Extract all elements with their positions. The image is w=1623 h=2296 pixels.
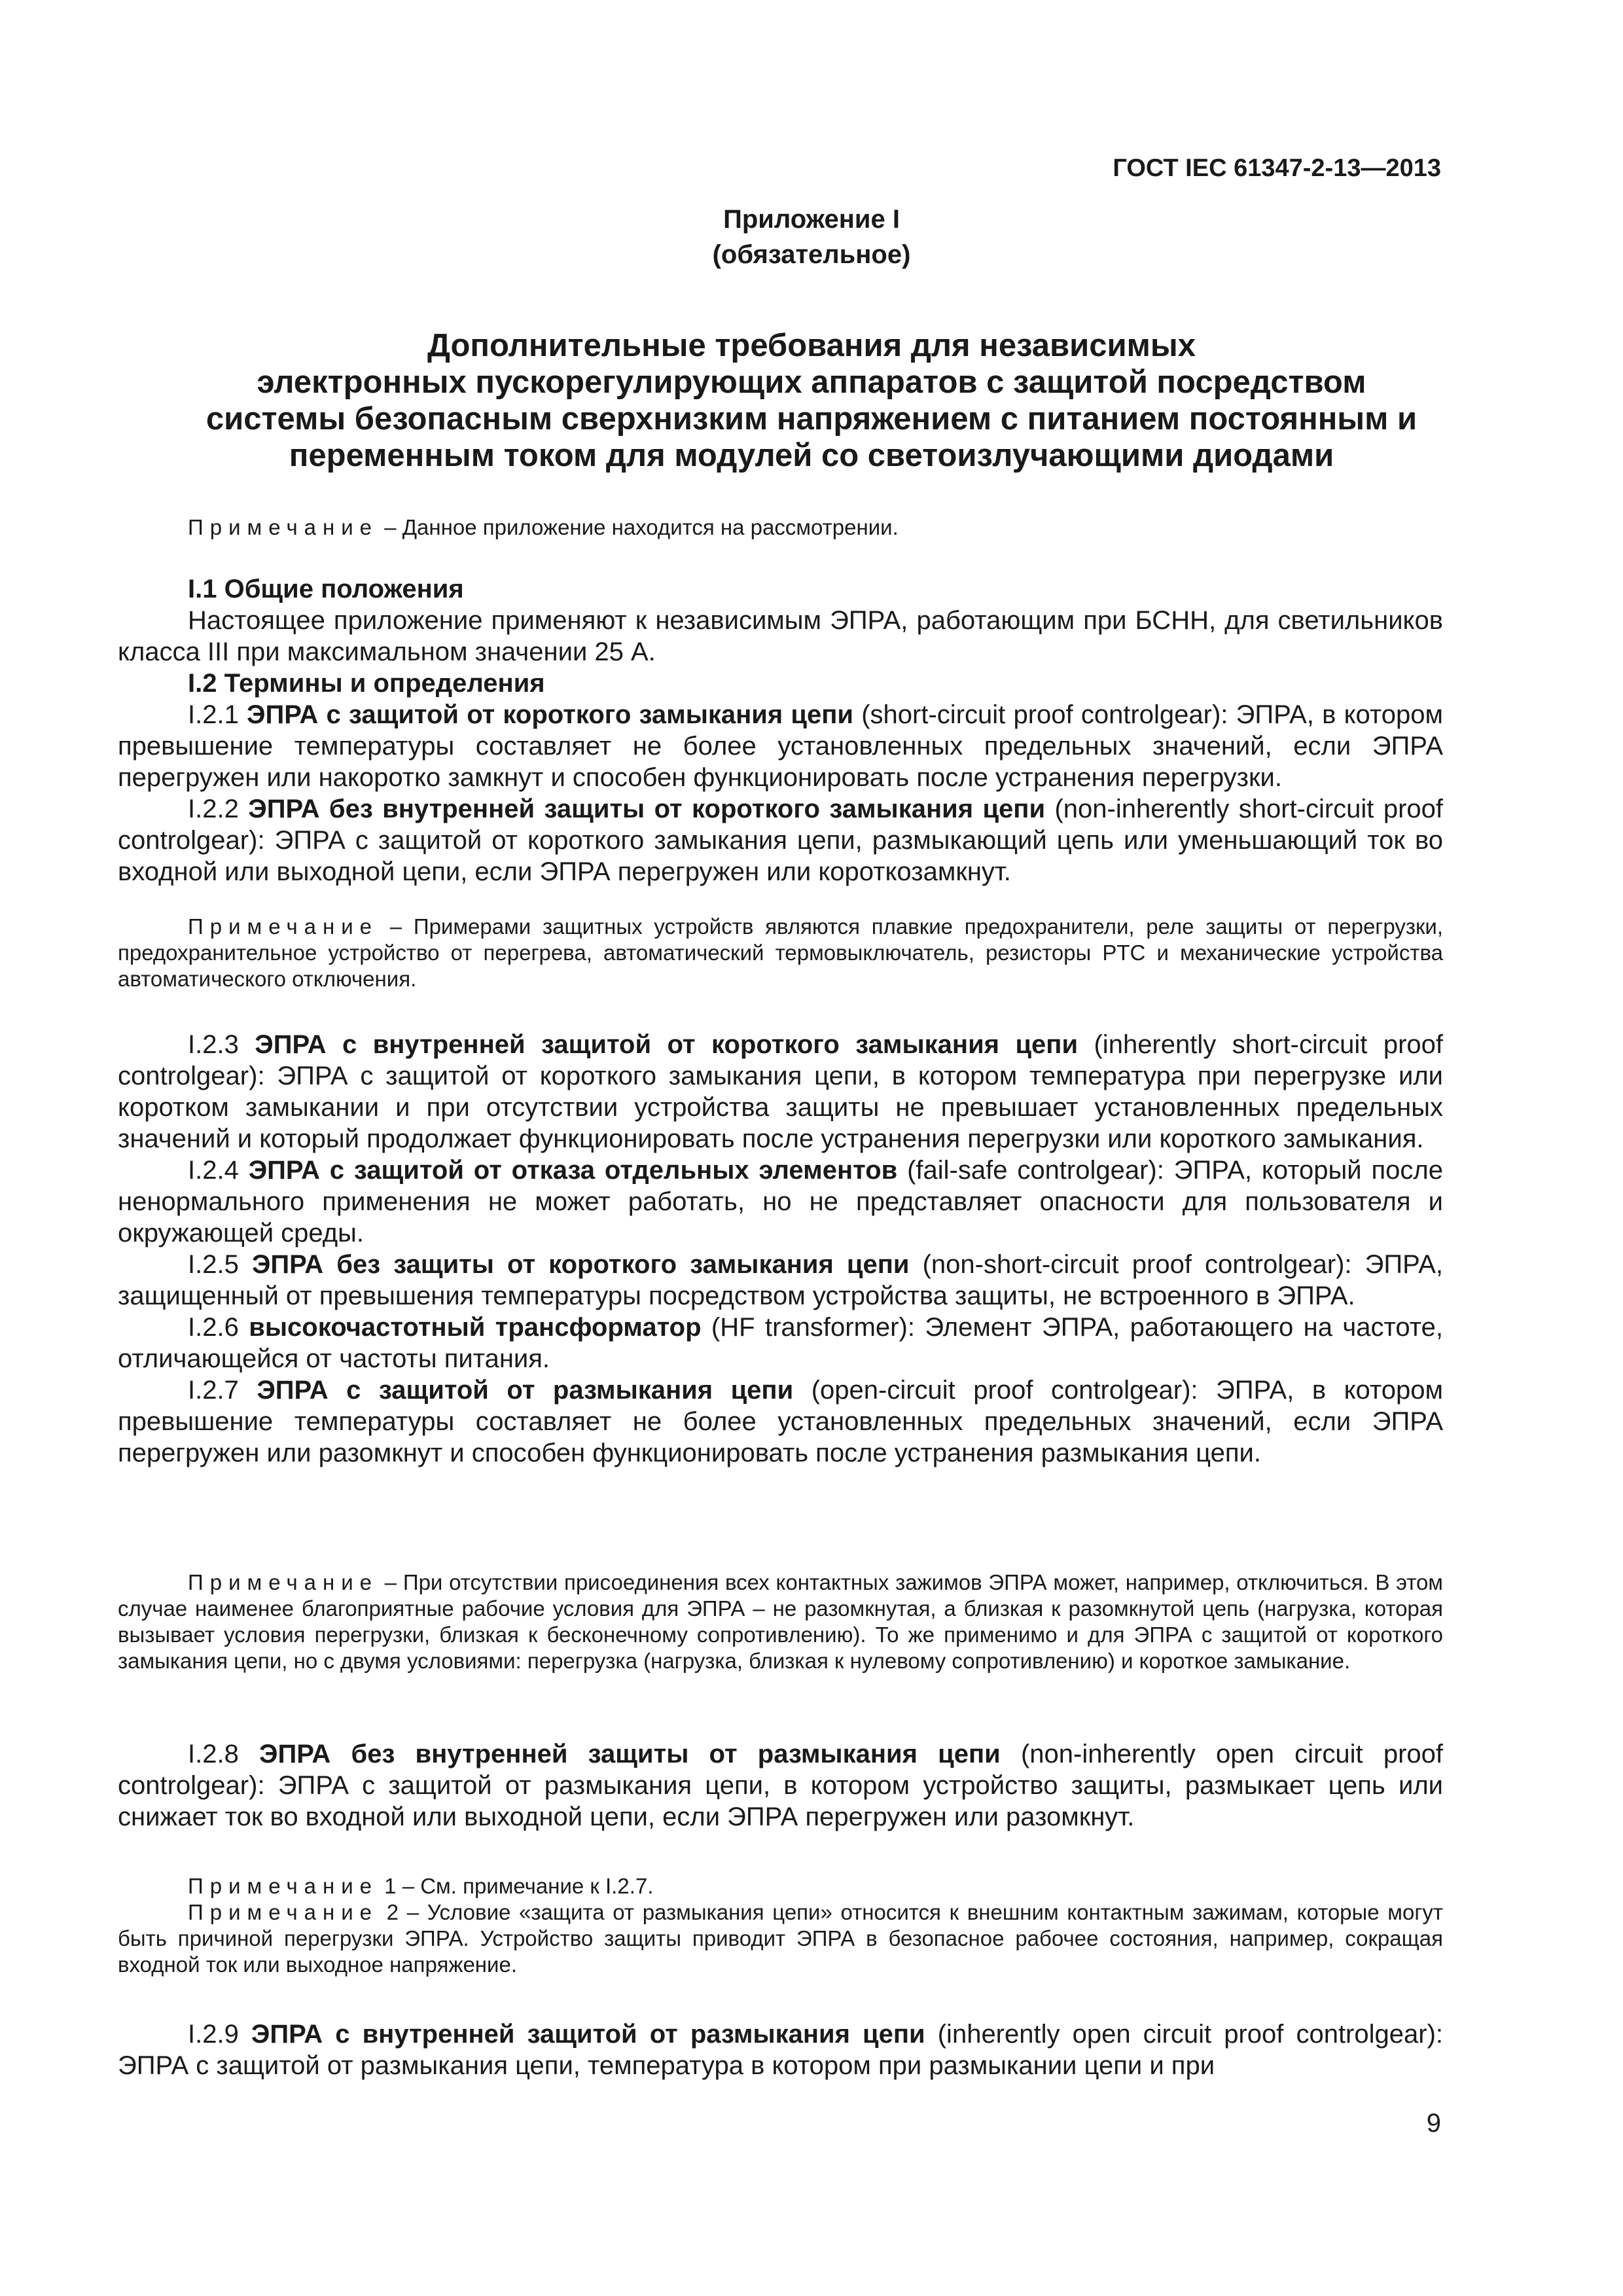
general-paragraph: Настоящее приложение применяют к независимым ЭПРА, работающим при БСНН, для светильников класса III при максимальном значении 25 А. — [118, 606, 1443, 666]
term-name: ЭПРА с защитой от отказа отдельных элементов — [248, 1156, 898, 1185]
annex-title-line: Дополнительные требования для независимых — [427, 328, 1196, 363]
term-name: ЭПРА без внутренней защиты от короткого замыкания цепи — [248, 795, 1046, 823]
annex-title-line: электронных пускорегулирующих аппаратов с защитой посредством — [257, 365, 1366, 400]
section-body-2 — [118, 1029, 1443, 1469]
term-name: ЭПРА с внутренней защитой от короткого замыкания цепи — [255, 1030, 1079, 1059]
note-label: Примечание — [188, 1570, 379, 1594]
annex-status: (обязательное) — [712, 240, 911, 269]
section-heading-general: I.1 Общие положения — [188, 575, 464, 603]
note-body: 1 – См. примечание к I.2.7. — [378, 1874, 654, 1898]
term-i-2-7: I.2.7 ЭПРА с защитой от размыкания цепи (open-circuit proof controlgear): ЭПРА, в котором превышение температуры составляет не более установленных предельных значений, если ЭПРА перегружен или разомкнут и способен функционировать после устранения размыкания цепи. — [118, 1376, 1444, 1467]
note-2 — [118, 1899, 1443, 1978]
term-name: ЭПРА с внутренней защитой от размыкания цепи — [251, 2020, 925, 2049]
term-i-2-2: I.2.2 ЭПРА без внутренней защиты от короткого замыкания цепи (non-inherently short-circuit proof controlgear): ЭПРА с защитой от короткого замыкания цепи, размыкающий цепь или уменьшающий ток во входной или выходной цепи, если ЭПРА перегружен или короткозамкнут. — [118, 795, 1443, 886]
note-open-circuit — [118, 1570, 1443, 1674]
note-label: Примечание — [188, 1900, 379, 1924]
annex-title — [131, 327, 1492, 474]
term-i-2-6: I.2.6 высокочастотный трансформатор (HF transformer): Элемент ЭПРА, работающего на частоте, отличающейся от частоты питания. — [118, 1313, 1443, 1373]
page-number: 9 — [1426, 2109, 1441, 2138]
term-i-2-8: I.2.8 ЭПРА без внутренней защиты от размыкания цепи (non-inherently open circuit proof controlgear): ЭПРА с защитой от размыкания цепи, в котором устройство защиты, размыкает цепь или снижает ток во входной или выходной цепи, если ЭПРА перегружен или разомкнут. — [118, 1740, 1443, 1831]
term-name: ЭПРА с защитой от размыкания цепи — [257, 1376, 794, 1405]
note-label: Примечание — [188, 914, 379, 939]
term-name: высокочастотный трансформатор — [249, 1313, 702, 1342]
section-body-4 — [118, 2018, 1443, 2081]
annex-label: Приложение I — [723, 205, 900, 234]
term-i-2-4: I.2.4 ЭПРА с защитой от отказа отдельных элементов (fail-safe controlgear): ЭПРА, который после ненормального применения не может работать, но не представляет опасности для пользователя и окружающей среды. — [118, 1156, 1443, 1247]
note-label: Примечание — [188, 515, 379, 539]
notes-after-i-2-8 — [118, 1873, 1443, 1978]
note-body: – Примерами защитных устройств являются плавкие предохранители, реле защиты от перегрузки, предохранительное устройство от перегрева, автоматический термовыключатель, резисторы PTC и механические устройства автоматического отключения. — [118, 914, 1443, 991]
term-i-2-1: I.2.1 ЭПРА с защитой от короткого замыкания цепи (short-circuit proof controlgear): ЭПРА, в котором превышение температуры составляет не более установленных предельных значений, если ЭПРА перегружен или накоротко замкнут и способен функционировать после устранения перегрузки. — [118, 700, 1443, 792]
term-name: ЭПРА с защитой от короткого замыкания цепи — [247, 700, 854, 729]
section-body-1 — [118, 573, 1443, 888]
term-i-2-5: I.2.5 ЭПРА без защиты от короткого замыкания цепи (non-short-circuit proof controlgear): ЭПРА, защищенный от превышения температуры посредством устройства защиты, не встроенного в ЭПРА. — [118, 1250, 1443, 1310]
note-protective-devices — [118, 914, 1443, 992]
intro-note — [118, 514, 1443, 541]
term-i-2-3: I.2.3 ЭПРА с внутренней защитой от короткого замыкания цепи (inherently short-circuit proof controlgear): ЭПРА с защитой от короткого замыкания цепи, в котором температура при перегрузке или коротком замыкании и при отсутствии устройства защиты не превышает установленных предельных значений и который продолжает функционировать после устранения перегрузки или короткого замыкания. — [118, 1030, 1444, 1153]
document-code: ГОСТ IEC 61347-2-13—2013 — [1113, 154, 1441, 182]
term-name: ЭПРА без защиты от короткого замыкания цепи — [251, 1250, 910, 1279]
section-body-3 — [118, 1738, 1443, 1833]
note-body: – При отсутствии присоединения всех контактных зажимов ЭПРА может, например, отключиться. В этом случае наименее благоприятные рабочие условия для ЭПРА – не разомкнутая, а близкая к разомкнутой цепь (нагрузка, которая вызывает условия перегрузки, близкая к бесконечному сопротивлению). То же применимо и для ЭПРА с защитой от короткого замыкания цепи, но с двумя условиями: перегрузка (нагрузка, близкая к нулевому сопротивлению) и короткое замыкание. — [118, 1570, 1443, 1673]
note-body: 2 – Условие «защита от размыкания цепи» относится к внешним контактным зажимам, которые могут быть причиной перегрузки ЭПРА. Устройство защиты приводит ЭПРА в безопасное рабочее состояния, например, сокращая входной ток или выходное напряжение. — [118, 1900, 1443, 1977]
annex-title-line: системы безопасным сверхнизким напряжением с питанием постоянным и — [205, 401, 1418, 437]
note-label: Примечание — [188, 1874, 379, 1898]
note-1 — [118, 1873, 1443, 1899]
section-heading-terms: I.2 Термины и определения — [188, 669, 545, 698]
term-name: ЭПРА без внутренней защиты от размыкания цепи — [259, 1740, 1001, 1768]
note-body: – Данное приложение находится на рассмотрении. — [378, 515, 899, 539]
term-i-2-9: I.2.9 ЭПРА с внутренней защитой от размыкания цепи (inherently open circuit proof controlgear): ЭПРА с защитой от размыкания цепи, температура в котором при размыкании цепи и при — [118, 2020, 1443, 2080]
annex-title-line: переменным током для модулей со светоизлучающими диодами — [289, 438, 1334, 473]
